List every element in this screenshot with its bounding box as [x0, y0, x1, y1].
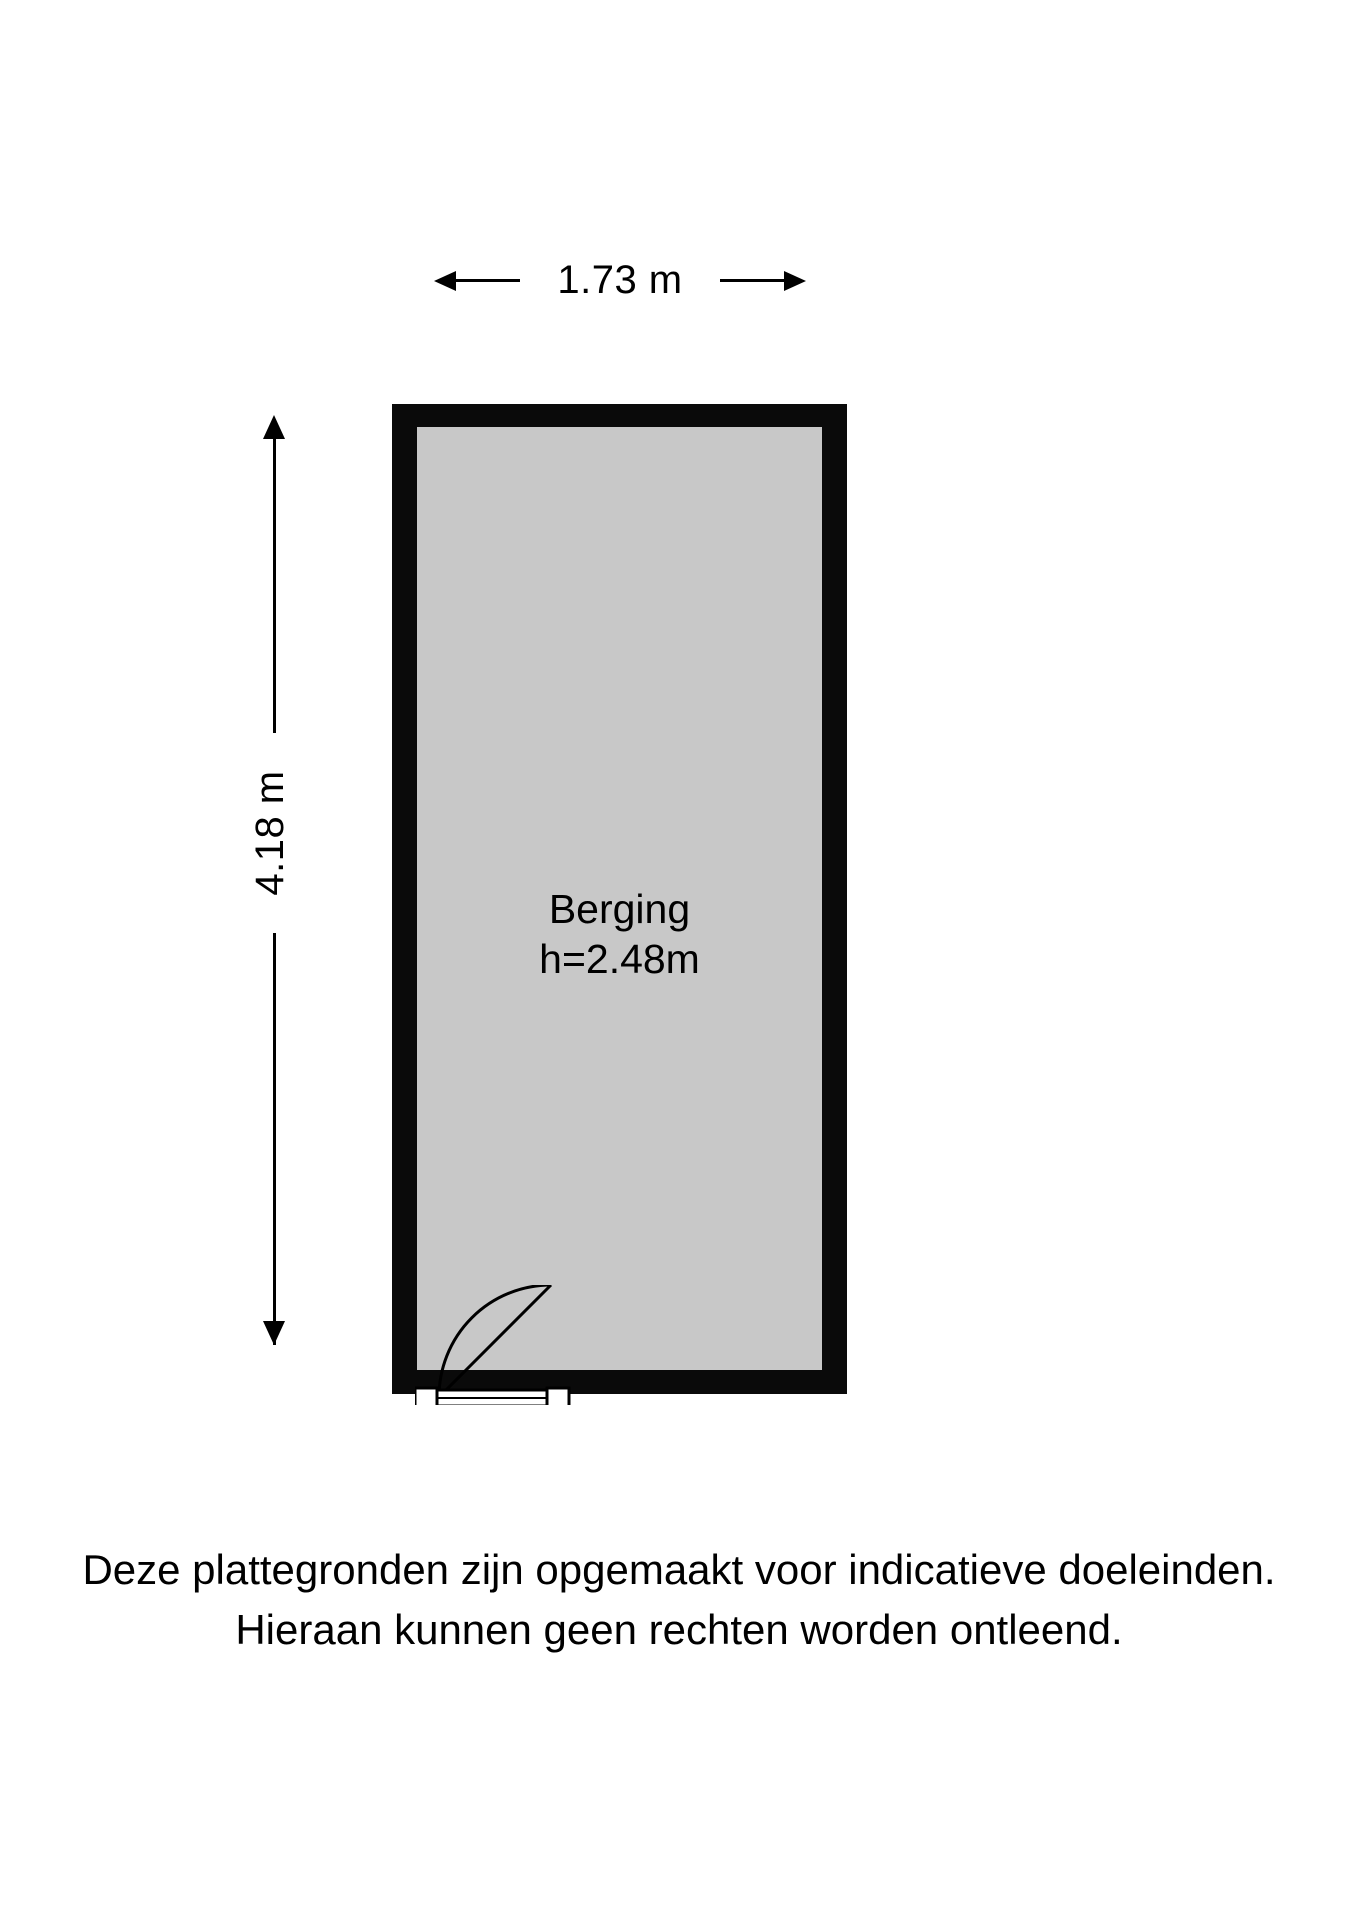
- width-dimension: [420, 255, 820, 305]
- door-swing-icon: [415, 1285, 645, 1405]
- arrow-left-icon: [434, 271, 456, 291]
- height-dimension: [240, 415, 300, 1365]
- disclaimer-line-1: Deze plattegronden zijn opgemaakt voor indicatieve doeleinden.: [82, 1546, 1276, 1593]
- disclaimer-text: [0, 1540, 1358, 1660]
- height-dimension-label: 4.18 m: [242, 733, 298, 933]
- width-dimension-label: 1.73 m: [520, 255, 720, 305]
- disclaimer-line-2: Hieraan kunnen geen rechten worden ontleend.: [235, 1606, 1123, 1653]
- room-name: Berging: [548, 886, 691, 932]
- arrow-up-icon: [263, 415, 285, 439]
- room-walls: [392, 404, 847, 1394]
- arrow-right-icon: [784, 271, 806, 291]
- room-label: [392, 884, 847, 984]
- arrow-down-icon: [263, 1321, 285, 1345]
- room-height-note: h=2.48m: [539, 936, 700, 982]
